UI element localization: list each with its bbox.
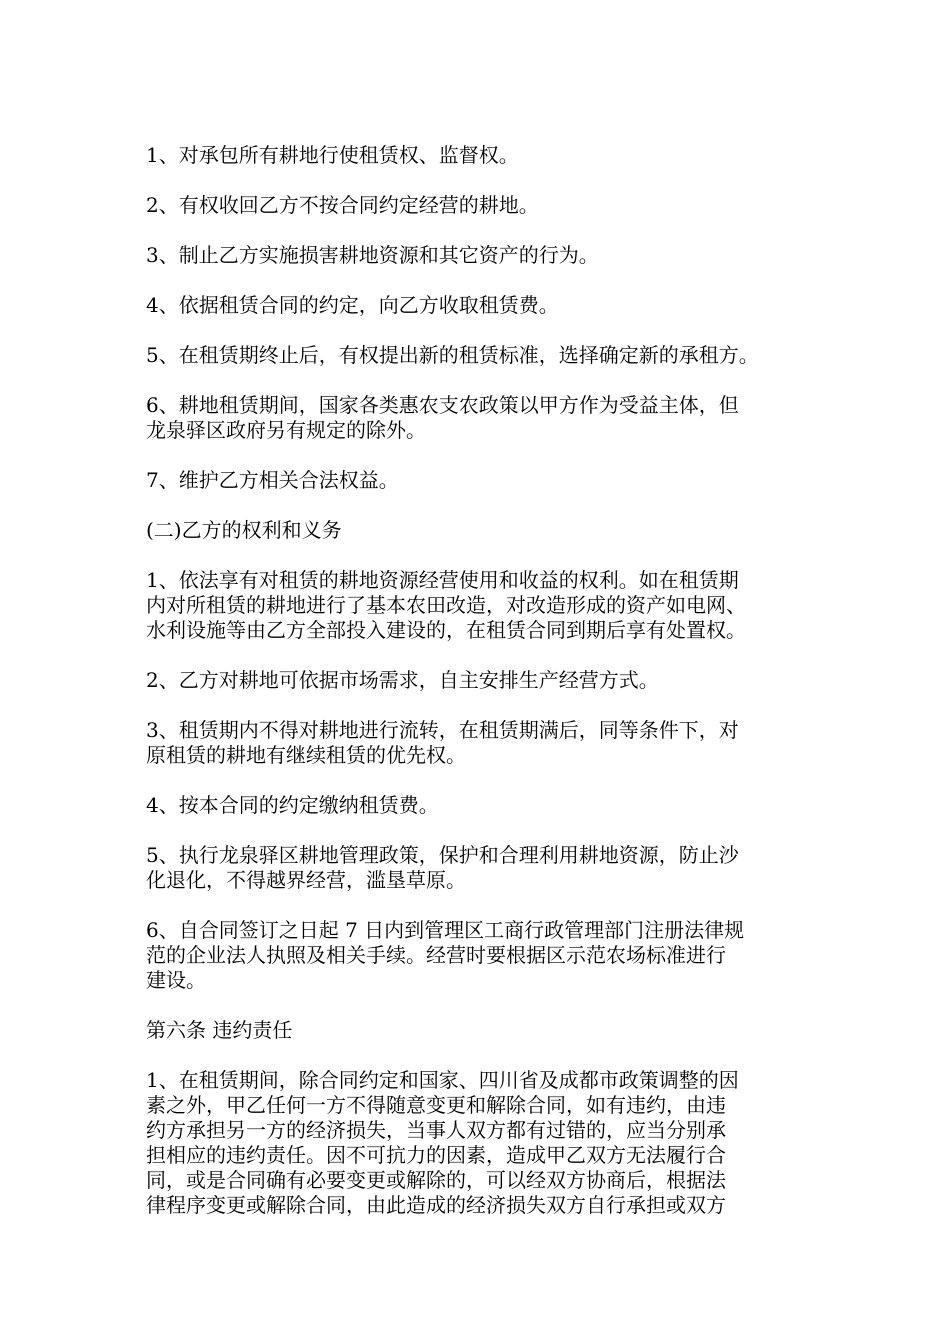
article-heading-breach-liability: 第六条 违约责任	[146, 1018, 293, 1042]
paragraph-lessee-right-3: 3、租赁期内不得对耕地进行流转，在租赁期满后，同等条件下，对 原租赁的耕地有继续租赁的优先权。	[146, 718, 739, 767]
paragraph-lessee-right-4: 4、按本合同的约定缴纳租赁费。	[146, 793, 439, 817]
paragraph-lessor-right-6: 6、耕地租赁期间，国家各类惠农支农政策以甲方作为受益主体，但 龙泉驿区政府另有规定的除外。	[146, 393, 739, 442]
paragraph-lessor-right-5: 5、在租赁期终止后，有权提出新的租赁标准，选择确定新的承租方。	[146, 343, 759, 367]
section-heading-lessee-rights: (二)乙方的权利和义务	[146, 518, 342, 542]
paragraph-lessor-right-7: 7、维护乙方相关合法权益。	[146, 468, 399, 492]
paragraph-lessee-right-5: 5、执行龙泉驿区耕地管理政策，保护和合理利用耕地资源，防止沙 化退化，不得越界经营，滥垦草原。	[146, 843, 739, 892]
paragraph-lessor-right-4: 4、依据租赁合同的约定，向乙方收取租赁费。	[146, 293, 559, 317]
paragraph-breach-liability-1: 1、在租赁期间，除合同约定和国家、四川省及成都市政策调整的因 素之外，甲乙任何一方不得随意变更和解除合同，如有违约，由违 约方承担另一方的经济损失，当事人双方都有过错的，应当分别承 担相应的违约责任。因不可抗力的因素，造成甲乙双方无法履行合 同，或是合同确有必要变更或解除的，可以经双方协商后，根据法 律程序变更或解除合同，由此造成的经济损失双方自行承担或双方	[146, 1068, 739, 1217]
paragraph-lessee-right-1: 1、依法享有对租赁的耕地资源经营使用和收益的权利。如在租赁期 内对所租赁的耕地进行了基本农田改造，对改造形成的资产如电网、 水利设施等由乙方全部投入建设的，在租赁合同到期后享有处置权。	[146, 568, 746, 642]
paragraph-lessee-right-2: 2、乙方对耕地可依据市场需求，自主安排生产经营方式。	[146, 668, 659, 692]
paragraph-lessor-right-1: 1、对承包所有耕地行使租赁权、监督权。	[146, 143, 519, 167]
paragraph-lessor-right-3: 3、制止乙方实施损害耕地资源和其它资产的行为。	[146, 243, 599, 267]
document-body	[146, 143, 836, 1243]
paragraph-lessor-right-2: 2、有权收回乙方不按合同约定经营的耕地。	[146, 193, 539, 217]
paragraph-lessee-right-6: 6、自合同签订之日起 7 日内到管理区工商行政管理部门注册法律规 范的企业法人执照及相关手续。经营时要根据区示范农场标准进行 建设。	[146, 918, 745, 992]
